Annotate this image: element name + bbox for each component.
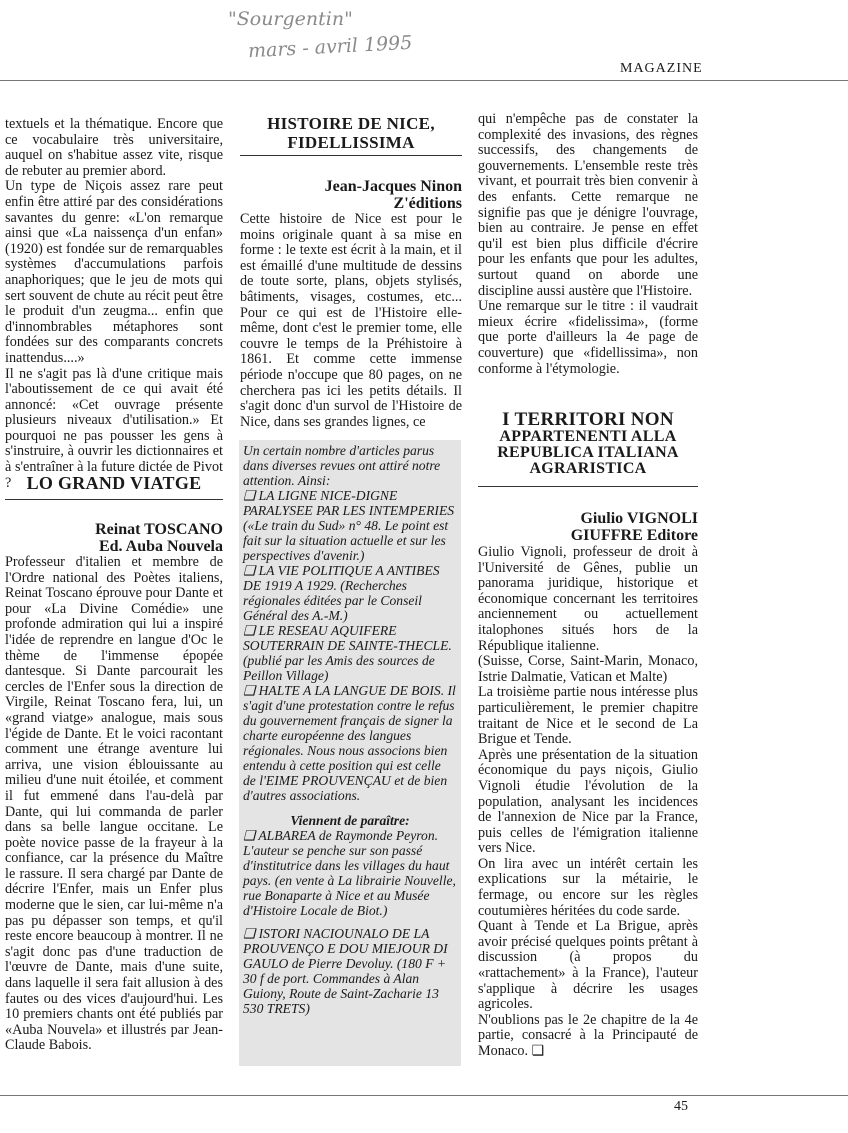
section-rule bbox=[240, 155, 462, 156]
paragraph: Cette histoire de Nice est pour le moins originale quant à sa mise en forme : le texte est écrit à la main, et il est émaillé d'une multitude de dessins de toute sorte, plans, objets stylisés, bâtiments, visages, costumes, etc... Pour ce qui est de l'Histoire elle-même, dont c'est le premier tome, elle couvre le temps de la Préhistoire à 1861. Et comme cette immense période n'occupe que 80 pages, on ne cherchera pas ici les petits détails. Il s'agit donc d'un survol de l'Histoire de Nice, dans ses grandes lignes, ce bbox=[240, 211, 462, 430]
section-label: MAGAZINE bbox=[620, 61, 703, 76]
section-title-i-territori bbox=[478, 409, 698, 477]
paragraph: (Suisse, Corse, Saint-Marin, Monaco, Istrie Dalmatie, Vatican et Malte) bbox=[478, 653, 698, 685]
column-3-body bbox=[478, 545, 698, 1060]
handwritten-note-line2: mars - avril 1995 bbox=[247, 31, 413, 63]
sidebar-box bbox=[239, 440, 461, 1066]
section-rule bbox=[478, 486, 698, 487]
section-title-line: FIDELLISSIMA bbox=[287, 133, 415, 152]
section-title-line: AGRARISTICA bbox=[529, 460, 647, 477]
header-rule bbox=[0, 80, 848, 81]
paragraph: Giulio Vignoli, professeur de droit à l'Université de Gênes, publie un panorama juridique, historique et économique concernant les territoires anciennement ou actuellement italophones situés hors de la République italienne. bbox=[478, 544, 698, 654]
section-title-line: APPARTENENTI ALLA bbox=[499, 428, 677, 445]
paragraph: textuels et la thématique. Encore que ce vocabulaire très universitaire, auquel on s'habitue assez vite, risque de rebuter au premier abord. bbox=[5, 116, 223, 179]
byline-author: Giulio VIGNOLI bbox=[580, 510, 698, 527]
paragraph: Un type de Niçois assez rare peut enfin être attiré par des considérations savantes du genre: «L'on remarque ainsi que «La naissença d'un enfan» (1920) est fondée sur de remarquables systèmes d'accumulations parfois anaphoriques; que le jeu de mots qui sert souvent de chute au récit peut être le produit d'un zeugma... enfin que d'innombrables métaphores sont fondées sur des comparants concrets inattendus....» bbox=[5, 178, 223, 366]
box-item: ❑ LE RESEAU AQUIFERE SOUTERRAIN DE SAINTE-THECLE. (publié par les Amis des sources de Peillon Village) bbox=[243, 623, 452, 683]
paragraph: qui n'empêche pas de constater la complexité des invasions, des règnes successifs, des changements de gouvernements. L'ensemble reste très vivant, et pourrait très bien convenir à des enfants. Cette remarque ne signifie pas que je dénigre l'ouvrage, bien au contraire. Je pense en effet qu'il est bien plus difficile d'écrire pour les enfants que pour les adultes, surtout quand on aborde une discipline aussi austère que l'Histoire. bbox=[478, 111, 698, 299]
byline-publisher: Ed. Auba Nouvela bbox=[98, 538, 223, 555]
byline-publisher: GIUFFRE Editore bbox=[570, 527, 698, 544]
box-item: ❑ ISTORI NACIOUNALO DE LA PROUVENÇO E DOU MIEJOUR DI GAULO de Pierre Devoluy. (180 F + 30 f de port. Commandes à Alan Guiony, Route de Saint-Zacharie 13 530 TRETS) bbox=[243, 926, 448, 1016]
section-rule bbox=[5, 499, 223, 500]
column-2-body bbox=[240, 212, 462, 430]
box-subhead: Viennent de paraître: bbox=[290, 813, 410, 828]
column-3-intro bbox=[478, 112, 698, 377]
box-intro: Un certain nombre d'articles parus dans diverses revues ont attiré notre attention. Ainsi: bbox=[243, 443, 441, 488]
byline-author: Reinat TOSCANO bbox=[95, 521, 223, 538]
paragraph: Il ne s'agit pas là d'une critique mais l'aboutissement de ce qui avait été annoncé: «Cet ouvrage présente plusieurs niveaux d'utilisation.» Et pourquoi ne pas pousser les gens à s'instruire, à ouvrir les dictionnaires et à s'entraîner à la future dictée de Pivot ? bbox=[5, 365, 223, 491]
box-item: ❑ ALBAREA de Raymonde Peyron. L'auteur se penche sur son passé d'institutrice dans les villages du haut pays. (en vente à La librairie Nouvelle, rue Bonaparte à Nice et au Musée d'Histoire Locale de Biot.) bbox=[243, 828, 456, 918]
box-item: ❑ LA VIE POLITIQUE A ANTIBES DE 1919 A 1929. (Recherches régionales éditées par le Conseil Général des A.-M.) bbox=[243, 563, 440, 623]
handwritten-note-line1: "Sourgentin" bbox=[228, 8, 353, 30]
footer-rule bbox=[0, 1095, 848, 1096]
section-title-line: REPUBLICA ITALIANA bbox=[497, 444, 679, 461]
section-title-line: HISTOIRE DE NICE, bbox=[267, 114, 435, 133]
paragraph: Après une présentation de la situation économique du pays niçois, Giulio Vignoli étudie l'évolution de la population, analysant les incidences de l'annexion de Nice par la France, puis celles de l'émigration italienne vers Nice. bbox=[478, 746, 698, 857]
byline-author: Jean-Jacques Ninon bbox=[324, 178, 462, 195]
section-title-lo-grand-viatge: LO GRAND VIATGE bbox=[26, 473, 202, 493]
paragraph: Quant à Tende et La Brigue, après avoir précisé quelques points prêtant à discussion (à propos du «rattachement» à la France), l'auteur s'applique à décrire les usages agricoles. bbox=[478, 918, 698, 1013]
paragraph: On lira avec un intérêt certain les explications sur la métairie, le fermage, ou encore sur les règles coutumières héritées du code sarde. bbox=[478, 855, 698, 919]
column-1-intro bbox=[5, 117, 223, 491]
paragraph: La troisième partie nous intéresse plus particulièrement, le premier chapitre traitant de Nice et le second de La Brigue et Tende. bbox=[478, 684, 698, 748]
column-1-body bbox=[5, 555, 223, 1054]
byline-publisher: Z'éditions bbox=[393, 195, 462, 212]
box-item: ❑ LA LIGNE NICE-DIGNE PARALYSEE PAR LES INTEMPERIES («Le train du Sud» n° 48. Le point est fait sur la situation actuelle et sur les perspectives d'avenir.) bbox=[243, 488, 455, 563]
paragraph: Professeur d'italien et membre de l'Ordre national des Poètes italiens, Reinat Toscano éprouve pour Dante et pour «La Divine Comédie» une profonde admiration qui lui a inspiré l'idée de reprendre en langue d'Oc le thème de l'immense épopée dantesque. Si Dante parcourait les cercles de l'Enfer sous la direction de Virgile, Reinat Toscano fera, lui, un «grand viatge» analogue, mais sous l'égide de Dante. Et le voici racontant comment une étrange aventure lui arriva, une vision éblouissante au milieu d'une nuit étoilée, et comment il fut emmené dans l'au-delà par Dante, qui lui commanda de parler dans sa belle langue occitane. Le poète novice passe de la frayeur à la confiance, car la présence du Maître le rassure. Il sera chargé par Dante de décrire l'Enfer, mais un Enfer plus moderne que le sien, car lui-même n'a pas pu dépasser son temps, et qu'il reste encore beaucoup à montrer. Il ne s'agit donc pas d'une traduction de l'œuvre de Dante, mais d'une suite, dans laquelle il sera fait allusion à des fautes ou des vices d'aujourd'hui. Les 10 premiers chants ont été publiés par «Auba Nouvela» et illustrés par Jean-Claude Babois. bbox=[5, 554, 223, 1054]
paragraph: Une remarque sur le titre : il vaudrait mieux écrire «fidelissima», (forme que porte d'ailleurs la 4e page de couverture) que «fidellissima», non conforme à l'étymologie. bbox=[478, 298, 698, 377]
section-title-line: I TERRITORI NON bbox=[502, 409, 674, 430]
section-title-histoire-de-nice bbox=[240, 114, 462, 152]
page-number: 45 bbox=[674, 1099, 688, 1114]
box-item: ❑ HALTE A LA LANGUE DE BOIS. Il s'agit d'une protestation contre le refus du gouvernement français de signer la charte européenne des langues régionales. Nous nous associons bien entendu à cette position qui est celle de l'EIME PROUVENÇAU et de bien d'autres associations. bbox=[243, 683, 456, 803]
paragraph: N'oublions pas le 2e chapitre de la 4e partie, consacré à la Principauté de Monaco. ❑ bbox=[478, 1011, 698, 1059]
